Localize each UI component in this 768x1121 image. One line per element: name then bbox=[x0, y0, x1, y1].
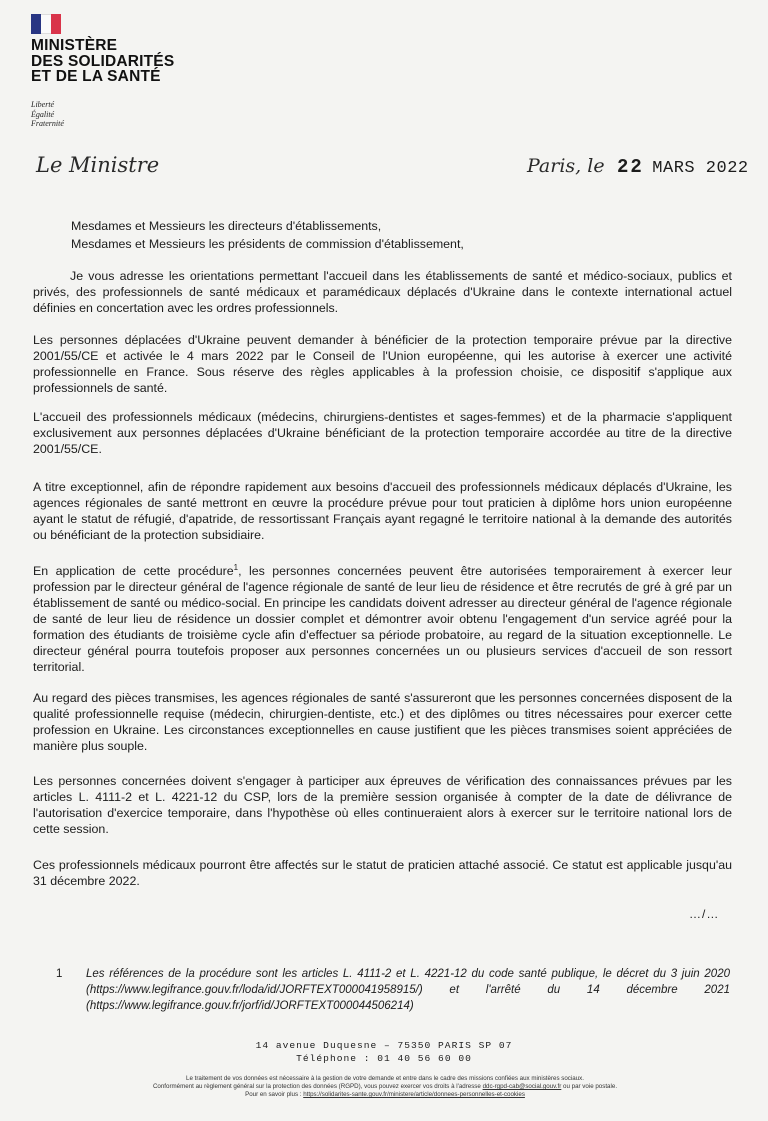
rgpd-text: Pour en savoir plus : bbox=[245, 1091, 304, 1098]
addressee-line: Mesdames et Messieurs les présidents de commission d'établissement, bbox=[71, 237, 464, 251]
paragraph-documents: Au regard des pièces transmises, les agences régionales de santé s'assureront que les personnes concernées disposent de la qualité professionnelle requise (médecin, chirurgien-dentiste, etc.) et des diplômes ou titres nécessaires pour exercer cette profession en Ukraine. Les circonstances exceptionnelles en cause justifient que les pièces transmises soient appréciées de manière plus souple. bbox=[33, 691, 732, 753]
ministry-line: DES SOLIDARITÉS bbox=[31, 52, 175, 70]
rgpd-text: ou par voie postale. bbox=[561, 1083, 618, 1090]
continuation-mark: …/… bbox=[689, 907, 720, 921]
rgpd-notice bbox=[60, 1075, 710, 1099]
postal-address: 14 avenue Duquesne – 75350 PARIS SP 07 bbox=[255, 1040, 513, 1051]
addressee-line: Mesdames et Messieurs les directeurs d'établissements, bbox=[71, 219, 382, 233]
footnote-number: 1 bbox=[56, 968, 63, 980]
rgpd-email-link[interactable]: ddc-rgpd-cab@social.gouv.fr bbox=[482, 1083, 562, 1090]
rgpd-info-link[interactable]: https://solidarites-sante.gouv.fr/ministere/article/donnees-personnelles-et-cookies bbox=[303, 1091, 525, 1098]
rgpd-line: Le traitement de vos données est nécessaire à la gestion de votre demande et entre dans le cadre des missions confiées aux ministères sociaux. bbox=[186, 1075, 584, 1082]
paragraph-intro: Je vous adresse les orientations permettant l'accueil dans les établissements de santé et médico-sociaux, publics et privés, des professionnels de santé médicaux et paramédicaux déplacés d'Ukraine dans le contexte international actuel définies en concertation avec les ordres professionnels. bbox=[33, 269, 732, 315]
footnote-ref: 1 bbox=[233, 562, 239, 572]
motto-line: Égalité bbox=[31, 109, 55, 119]
footnote bbox=[56, 966, 730, 1014]
republic-motto bbox=[31, 100, 64, 129]
ministry-name bbox=[31, 38, 231, 85]
rgpd-text: Conformément au règlement général sur la protection des données (RGPD), vous pouvez exercer vos droits à l'adresse bbox=[152, 1083, 483, 1090]
procedure-intro: En application de cette procédure bbox=[33, 564, 234, 578]
rgpd-line bbox=[60, 1091, 710, 1099]
procedure-body: , les personnes concernées peuvent être autorisées temporairement à exercer leur profession par le directeur général de l'agence régionale de santé de leur lieu de résidence et être recrutés de gré à gré par un établissement de santé ou médico-social. En principe les candidats doivent adresser au directeur général de l'agence régionale de santé de leur lieu de résidence un dossier complet et démontrer avoir obtenu l'engagement d'un service agréé pour la formation des étudiants de troisième cycle afin d'effectuer sa période probatoire, au regard de la situation exceptionnelle. Le directeur général pourra toutefois proposer aux personnes concernées un ou plusieurs services d'accueil de son ressort territorial. bbox=[33, 564, 732, 674]
ministry-line: ET DE LA SANTÉ bbox=[31, 68, 161, 85]
ministry-line: MINISTÈRE bbox=[31, 37, 118, 54]
date-day: 22 bbox=[617, 156, 644, 178]
motto-line: Fraternité bbox=[31, 119, 64, 128]
paragraph-exceptional: A titre exceptionnel, afin de répondre rapidement aux besoins d'accueil des professionnels médicaux déplacés d'Ukraine, les agences régionales de santé mettront en œuvre la procédure prévue pour tout praticien à diplôme hors union européenne ayant le statut de réfugié, d'apatride, de ressortissant Français ayant regagné le territoire national à la demande des autorités ou bénéficiant de la protection subsidiaire. bbox=[33, 480, 732, 542]
signer-title: Le Ministre bbox=[36, 153, 160, 177]
paragraph-status: Ces professionnels médicaux pourront être affectés sur le statut de praticien attaché associé. Ce statut est applicable jusqu'au 31 décembre 2022. bbox=[33, 858, 732, 888]
date-place: Paris, le bbox=[527, 155, 605, 177]
paragraph-exams: Les personnes concernées doivent s'engager à participer aux épreuves de vérification des connaissances prévues par les articles L. 4111-2 et L. 4221-12 du CSP, lors de la première session organisée à compter de la date de délivrance de l'autorisation d'exercice temporaire, dans l'hypothèse où elles continueraient alors à exercer sur le territoire national lors de cette session. bbox=[33, 774, 732, 836]
footnote-text: Les références de la procédure sont les articles L. 4111-2 et L. 4221-12 du code santé publique, le décret du 3 juin 2020 (https://www.legifrance.gouv.fr/loda/id/JORFTEXT000041958915/) et l'arrêté du 14 décembre 2021 (https://www.legifrance.gouv.fr/jorf/id/JORFTEXT000044506214) bbox=[86, 968, 730, 1012]
date-month: MARS 2022 bbox=[652, 159, 749, 178]
rgpd-line bbox=[60, 1083, 710, 1091]
motto-line: Liberté bbox=[31, 100, 55, 109]
phone-number: Téléphone : 01 40 56 60 00 bbox=[296, 1053, 472, 1064]
date-line bbox=[527, 155, 749, 178]
marianne-flag-icon bbox=[31, 14, 61, 34]
paragraph-medical-access: L'accueil des professionnels médicaux (médecins, chirurgiens-dentistes et sages-femmes) et de la pharmacie s'appliquent exclusivement aux personnes déplacées d'Ukraine bénéficiant de la protection temporaire accordée au titre de la directive 2001/55/CE. bbox=[33, 410, 732, 456]
paragraph-protection: Les personnes déplacées d'Ukraine peuvent demander à bénéficier de la protection temporaire prévue par la directive 2001/55/CE et activée le 4 mars 2022 par le Conseil de l'Union européenne, qui les autorise à exercer une activité professionnelle en France. Sous réserve des règles applicables à la profession choisie, ce dispositif s'applique aux professionnels de santé. bbox=[33, 333, 732, 395]
paragraph-procedure bbox=[33, 563, 732, 675]
